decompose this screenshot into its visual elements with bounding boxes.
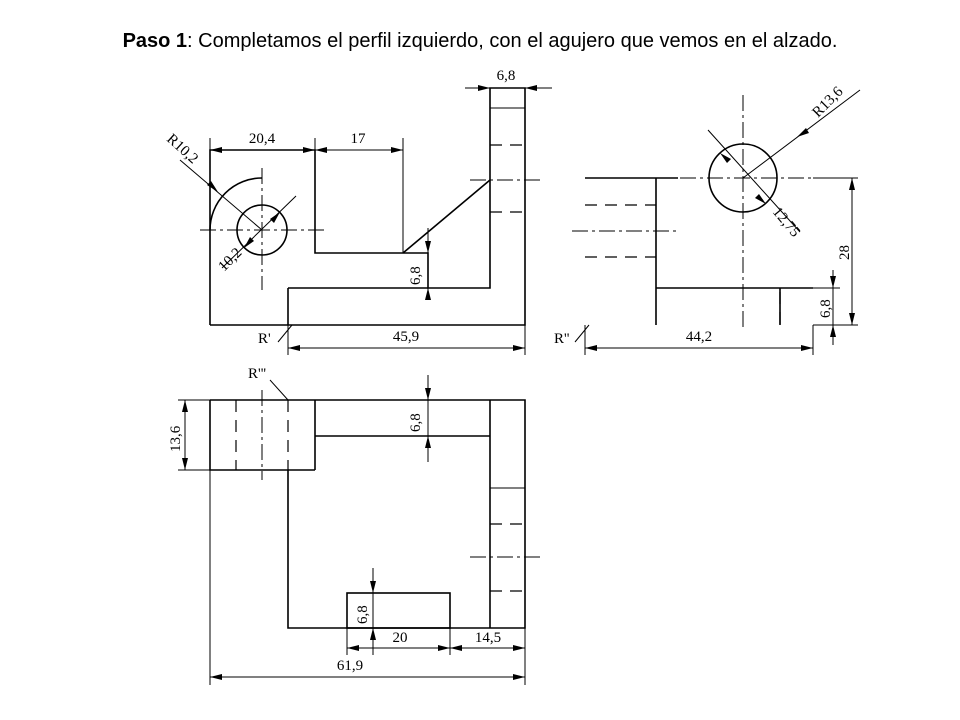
dim-planta-total: 61,9: [336, 658, 364, 674]
dim-arrow: [210, 147, 222, 153]
dim-arrow: [830, 325, 836, 337]
alzado-outline: [210, 88, 525, 325]
dim-arrow: [513, 645, 525, 651]
dim-arrow: [830, 276, 836, 288]
dim-arrow: [849, 313, 855, 325]
dim-arrow: [438, 645, 450, 651]
dim-arrow: [210, 674, 222, 680]
dim-arrow: [450, 645, 462, 651]
dim-arrow: [755, 194, 766, 204]
dim-arrow: [478, 85, 490, 91]
dim-arrow: [182, 400, 188, 412]
dim-perfil-radius: R13,6: [809, 83, 847, 121]
dim-arrow: [585, 345, 597, 351]
dim-planta-slot2: 6,8: [355, 605, 371, 624]
dim-planta-left: 13,6: [168, 425, 184, 452]
dim-arrow: [513, 345, 525, 351]
dim-arrow: [370, 581, 376, 593]
dim-alzado-hole: 10,2: [215, 244, 246, 275]
dim-arrow: [525, 85, 537, 91]
dim-arrow: [425, 436, 431, 448]
dim-arrow: [347, 645, 359, 651]
ref-leader: [270, 380, 288, 400]
perfil-view: [554, 84, 860, 355]
alzado-rib: [403, 180, 490, 253]
dim-perfil-step: 6,8: [818, 299, 834, 318]
dim-planta-slot-w: 20: [392, 630, 408, 646]
dim-alzado-total: 45,9: [392, 329, 420, 345]
alzado-arc: [210, 178, 262, 230]
ref-leader: [575, 325, 589, 342]
dim-arrow: [720, 153, 731, 163]
dim-arrow: [391, 147, 403, 153]
dim-arrow: [207, 181, 218, 192]
dim-arrow: [425, 241, 431, 253]
dim-alzado-w-left: 20,4: [248, 131, 276, 147]
alzado-view: [163, 68, 552, 355]
dim-leader: [180, 160, 262, 230]
step-label: Paso 1: [122, 30, 188, 52]
dim-arrow: [513, 674, 525, 680]
dim-perfil-hole: 12,75: [768, 204, 803, 241]
dim-alzado-w-mid: 17: [350, 131, 366, 147]
dim-planta-right: 14,5: [474, 630, 502, 646]
dim-perfil-height: 28: [837, 245, 853, 260]
dim-arrow: [849, 178, 855, 190]
dim-perfil-total: 44,2: [685, 329, 713, 345]
dim-arrow: [270, 212, 280, 223]
dim-arrow: [801, 345, 813, 351]
dim-arrow: [425, 388, 431, 400]
dim-alzado-radius: R10,2: [163, 131, 201, 168]
label-r-prime: R': [258, 331, 271, 347]
label-r-double: R'': [554, 331, 570, 347]
planta-view: [168, 366, 540, 685]
dim-alzado-step: 6,8: [408, 266, 424, 285]
dim-arrow: [288, 345, 300, 351]
dim-arrow: [425, 288, 431, 300]
dim-planta-slot: 6,8: [408, 413, 424, 432]
label-r-triple: R''': [248, 366, 267, 382]
dim-arrow: [370, 628, 376, 640]
ref-leader: [278, 325, 292, 342]
dim-arrow: [303, 147, 315, 153]
dim-arrow: [182, 458, 188, 470]
dim-arrow: [315, 147, 327, 153]
step-description: : Completamos el perfil izquierdo, con el agujero que vemos en el alzado.: [187, 30, 838, 52]
dim-alzado-top: 6,8: [496, 68, 516, 84]
